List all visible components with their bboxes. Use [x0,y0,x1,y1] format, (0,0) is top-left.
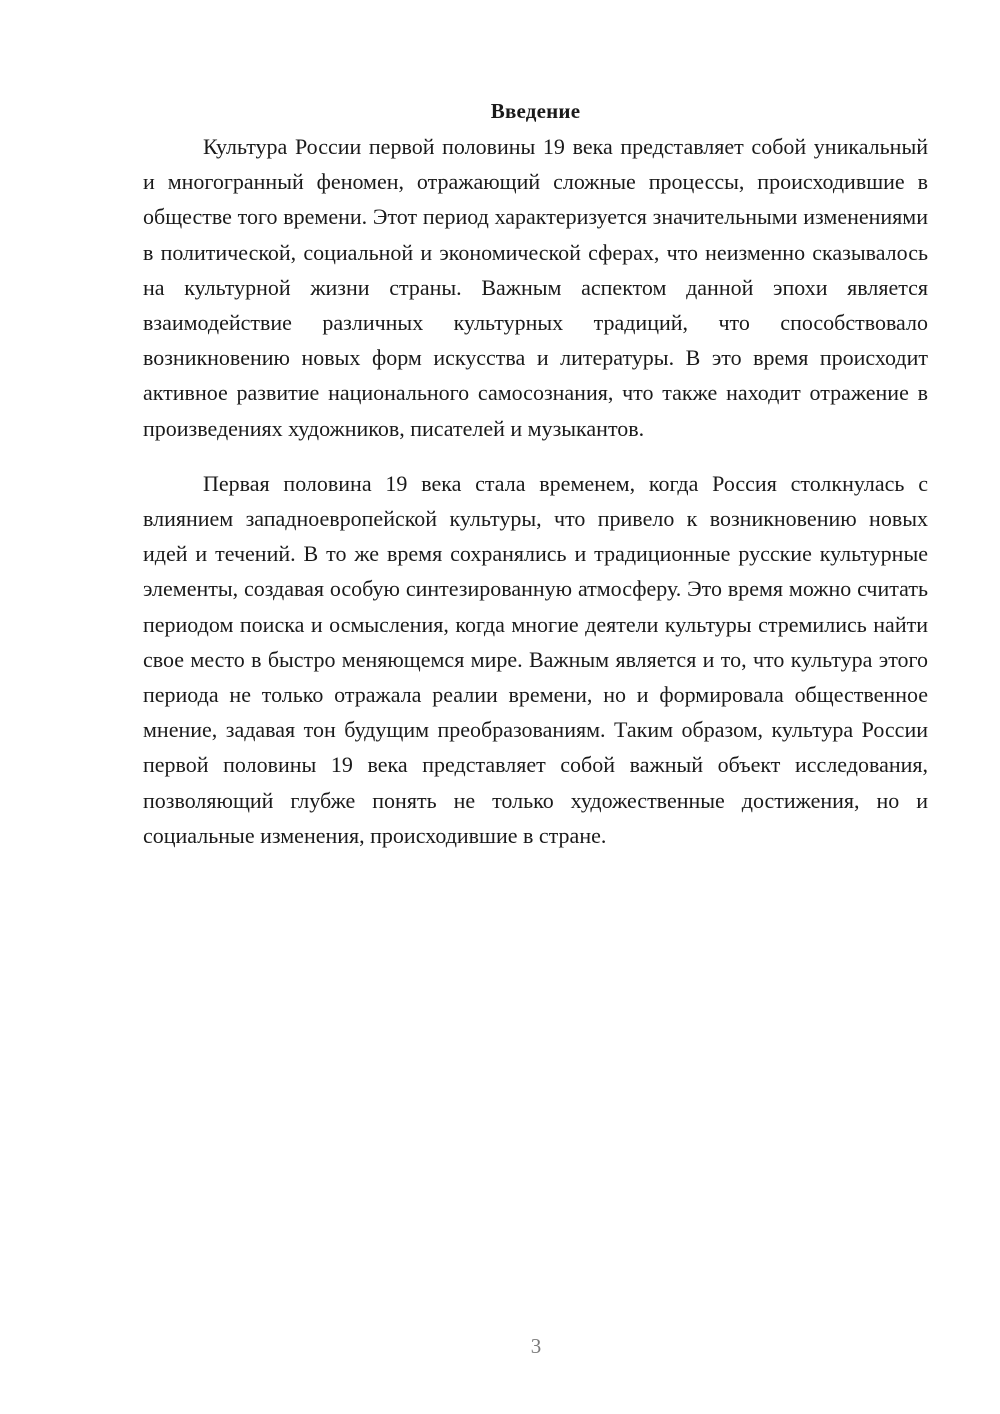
paragraph-2: Первая половина 19 века стала временем, когда Россия столкнулась с влиянием западноевропейской культуры, что привело к возникновению новых идей и течений. В то же время сохранялись и традиционные русские культурные элементы, создавая особую синтезированную атмосферу. Это время можно считать периодом поиска и осмысления, когда многие деятели культуры стремились найти свое место в быстро меняющемся мире. Важным является и то, что культура этого периода не только отражала реалии времени, но и формировала общественное мнение, задавая тон будущим преобразованиям. Таким образом, культура России первой половины 19 века представляет собой важный объект исследования, позволяющий глубже понять не только художественные достижения, но и социальные изменения, происходившие в стране. [143,470,928,848]
page-number: 3 [530,1334,542,1358]
paragraph-1: Культура России первой половины 19 века представляет собой уникальный и многогранный феномен, отражающий сложные процессы, происходившие в обществе того времени. Этот период характеризуется значительными изменениями в политической, социальной и экономической сферах, что неизменно сказывалось на культурной жизни страны. Важным аспектом данной эпохи является взаимодействие различных культурных традиций, что способствовало возникновению новых форм искусства и литературы. В это время происходит активное развитие национального самосознания, что также находит отражение в произведениях художников, писателей и музыкантов. [143,134,928,441]
page-content [143,94,928,853]
section-heading: Введение [490,99,581,123]
